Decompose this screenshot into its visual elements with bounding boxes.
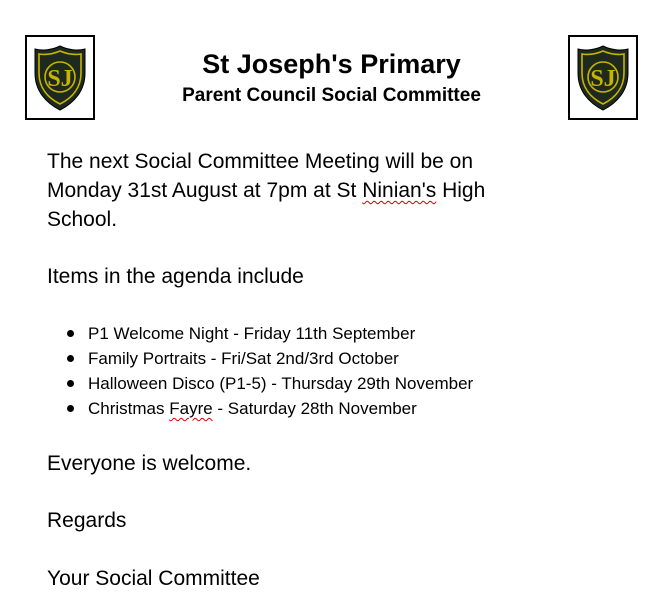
spellcheck-flagged-word[interactable]: Fayre xyxy=(169,399,213,418)
list-item: Family Portraits - Fri/Sat 2nd/3rd October xyxy=(65,346,473,371)
meeting-announcement xyxy=(47,147,627,234)
school-crest-icon xyxy=(575,43,631,113)
meeting-line-1: The next Social Committee Meeting will be on xyxy=(47,150,474,173)
list-item: P1 Welcome Night - Friday 11th September xyxy=(65,321,473,346)
page-title: St Joseph's Primary xyxy=(202,49,461,79)
agenda-item-text-start: Christmas xyxy=(88,399,170,418)
crest-monogram: SJ xyxy=(590,65,616,92)
agenda-intro: Items in the agenda include xyxy=(47,265,304,288)
meeting-line-2-end: High xyxy=(436,179,486,202)
agenda-list xyxy=(65,321,473,421)
signoff-text: Your Social Committee xyxy=(47,567,260,590)
meeting-line-2-start: Monday 31st August at 7pm at St xyxy=(47,179,363,202)
school-crest-right xyxy=(568,35,638,120)
welcome-text: Everyone is welcome. xyxy=(47,452,252,475)
page-subtitle: Parent Council Social Committee xyxy=(182,85,481,106)
agenda-item-text-end: - Saturday 28th November xyxy=(212,399,417,418)
crest-monogram: SJ xyxy=(47,65,73,92)
school-crest-icon xyxy=(32,43,88,113)
list-item xyxy=(65,396,473,421)
regards-text: Regards xyxy=(47,509,127,532)
spellcheck-flagged-word[interactable]: Ninian's xyxy=(362,179,437,202)
list-item: Halloween Disco (P1-5) - Thursday 29th November xyxy=(65,371,473,396)
school-crest-left xyxy=(25,35,95,120)
meeting-line-3: School. xyxy=(47,208,118,231)
